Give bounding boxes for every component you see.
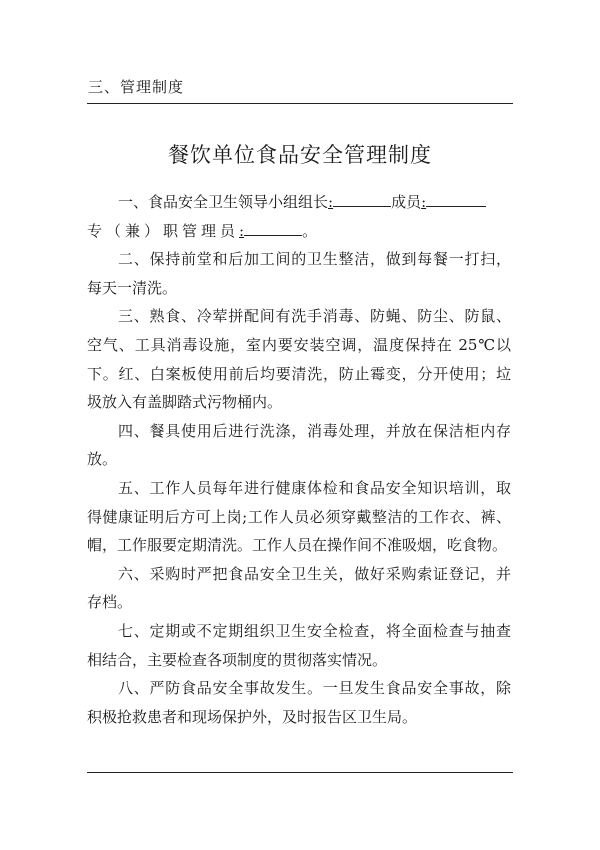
paragraph-line: 四、餐具使用后进行洗涤，消毒处理，并放在保洁柜内存 (118, 421, 511, 440)
document-title: 餐饮单位食品安全管理制度 (168, 143, 432, 167)
header-divider (87, 103, 513, 104)
paragraph-line: 二、保持前堂和后加工间的卫生整洁，做到每餐一打扫， (118, 250, 511, 269)
paragraph-line: 五、工作人员每年进行健康体检和食品安全知识培训，取 (118, 478, 511, 497)
paragraph-line: 存档。 (87, 593, 133, 612)
members-label: 成员 (391, 193, 422, 211)
manager-label: 专（兼）职管理员 (87, 221, 240, 240)
paragraph-line: 圾放入有盖脚踏式污物桶内。 (87, 393, 283, 412)
paragraph-line: 八、严防食品安全事故发生。一旦发生食品安全事故，除 (118, 679, 511, 698)
manager-blank[interactable] (244, 221, 302, 236)
paragraph-1 (87, 188, 511, 245)
paragraph-line: 得健康证明后方可上岗;工作人员必须穿戴整洁的工作衣、裤、 (87, 507, 511, 526)
leader-blank[interactable] (333, 192, 391, 207)
members-blank[interactable] (426, 192, 486, 207)
manager-colon: : (239, 221, 245, 240)
leader-label: 一、食品安全卫生领导小组组长 (118, 193, 329, 211)
section-header: 三、管理制度 (88, 78, 185, 96)
paragraph-line: 三、熟食、冷荤拼配间有洗手消毒、防蝇、防尘、防鼠、 (118, 307, 511, 326)
paragraph-4 (87, 417, 511, 474)
paragraph-line: 帽，工作服要定期清洗。工作人员在操作间不准吸烟，吃食物。 (87, 536, 508, 555)
paragraph-line: 下。红、白案板使用前后均要清洗，防止霉变，分开使用；垃 (87, 364, 511, 383)
paragraph-line (87, 188, 511, 217)
paragraph-line: 空气、工具消毒设施，室内要安装空调，温度保持在 25℃以 (87, 335, 511, 354)
paragraph-line: 六、采购时严把食品安全卫生关，做好采购索证登记，并 (118, 564, 511, 583)
paragraph-line: 每天一清洗。 (87, 278, 178, 297)
footer-divider (87, 772, 513, 773)
paragraph-8 (87, 674, 511, 731)
paragraph-line: 积极抢救患者和现场保护外，及时报告区卫生局。 (87, 707, 418, 726)
manager-period: 。 (302, 221, 318, 240)
paragraph-line: 放。 (87, 450, 118, 469)
document-body (87, 188, 511, 731)
leader-colon: : (328, 193, 334, 211)
paragraph-5 (87, 474, 511, 560)
members-colon: : (421, 193, 427, 211)
paragraph-line (87, 217, 511, 246)
paragraph-7 (87, 617, 511, 674)
paragraph-3 (87, 302, 511, 416)
paragraph-2 (87, 245, 511, 302)
paragraph-6 (87, 560, 511, 617)
paragraph-line: 七、定期或不定期组织卫生安全检查，将全面检查与抽查 (118, 621, 511, 640)
paragraph-line: 相结合，主要检查各项制度的贯彻落实情况。 (87, 650, 388, 669)
